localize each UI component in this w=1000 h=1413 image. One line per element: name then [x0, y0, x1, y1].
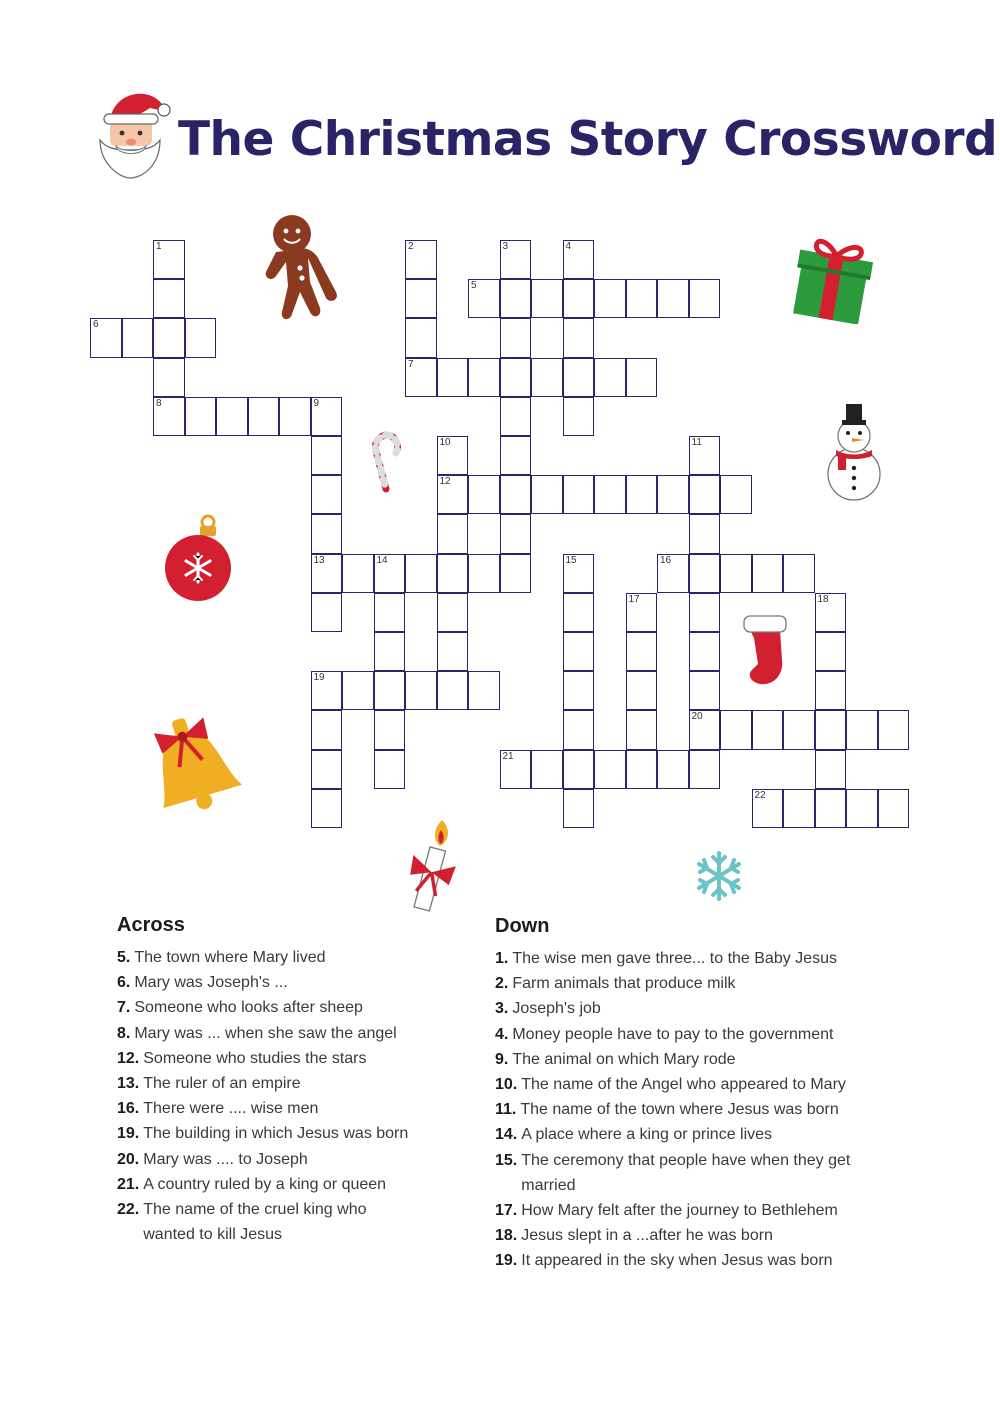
- clue-text: Joseph's job: [512, 1000, 601, 1018]
- crossword-cell[interactable]: [815, 750, 847, 789]
- page-title: The Christmas Story Crossword: [178, 112, 998, 167]
- crossword-cell[interactable]: [437, 436, 469, 475]
- crossword-cell[interactable]: [563, 554, 595, 593]
- crossword-cell[interactable]: [815, 710, 847, 749]
- clue-number: 8.: [117, 1024, 131, 1042]
- clue-number: 13.: [117, 1075, 140, 1093]
- across-heading: Across: [117, 914, 185, 936]
- crossword-cell[interactable]: [689, 436, 721, 475]
- crossword-cell[interactable]: [626, 279, 658, 318]
- clue-down-3: [495, 996, 915, 1021]
- clue-down-17: [495, 1198, 915, 1223]
- crossword-cell[interactable]: [626, 671, 658, 710]
- cell-number: 17: [628, 593, 640, 605]
- crossword-cell[interactable]: [626, 750, 658, 789]
- crossword-cell[interactable]: [185, 318, 217, 357]
- clue-number: 4.: [495, 1025, 509, 1043]
- crossword-cell[interactable]: [689, 632, 721, 671]
- crossword-cell[interactable]: [689, 671, 721, 710]
- crossword-cell[interactable]: [563, 593, 595, 632]
- crossword-cell[interactable]: [468, 554, 500, 593]
- crossword-cell[interactable]: [720, 554, 752, 593]
- crossword-cell[interactable]: [563, 318, 595, 357]
- clue-down-19: [495, 1248, 915, 1273]
- clue-number: 15.: [495, 1151, 518, 1169]
- crossword-cell[interactable]: [752, 710, 784, 749]
- crossword-cell[interactable]: [531, 279, 563, 318]
- crossword-cell[interactable]: [500, 318, 532, 357]
- cell-number: 13: [313, 554, 325, 566]
- cell-number: 2: [408, 241, 414, 252]
- crossword-cell[interactable]: [216, 397, 248, 436]
- crossword-cell[interactable]: [689, 475, 721, 514]
- clue-number: 20.: [117, 1150, 140, 1168]
- clue-down-9: [495, 1047, 915, 1072]
- crossword-cell[interactable]: [720, 475, 752, 514]
- crossword-cell[interactable]: [594, 279, 626, 318]
- crossword-cell[interactable]: [342, 554, 374, 593]
- crossword-cell[interactable]: [248, 397, 280, 436]
- crossword-cell[interactable]: [468, 475, 500, 514]
- clue-across-20: [117, 1147, 467, 1172]
- crossword-cell[interactable]: [468, 279, 500, 318]
- crossword-cell[interactable]: [405, 358, 437, 397]
- clue-text: A place where a king or prince lives: [521, 1126, 773, 1144]
- clue-number: 17.: [495, 1202, 518, 1220]
- clue-number: 1.: [495, 950, 509, 967]
- crossword-cell[interactable]: [437, 358, 469, 397]
- crossword-cell[interactable]: [122, 318, 154, 357]
- crossword-cell[interactable]: [594, 358, 626, 397]
- crossword-cell[interactable]: [153, 240, 185, 279]
- crossword-cell[interactable]: [311, 397, 343, 436]
- crossword-cell[interactable]: [563, 750, 595, 789]
- clue-text: The ruler of an empire: [143, 1075, 301, 1093]
- candy-cane-icon: [364, 425, 406, 493]
- crossword-cell[interactable]: [689, 710, 721, 749]
- clue-number: 21.: [117, 1175, 140, 1193]
- crossword-cell[interactable]: [405, 554, 437, 593]
- clue-down-14: [495, 1122, 915, 1147]
- crossword-cell[interactable]: [374, 593, 406, 632]
- crossword-cell[interactable]: [279, 397, 311, 436]
- crossword-cell[interactable]: [342, 671, 374, 710]
- snowman-icon: [822, 402, 886, 502]
- cell-number: 4: [565, 241, 572, 252]
- crossword-cell[interactable]: [500, 397, 532, 436]
- clue-text: Money people have to pay to the government: [512, 1025, 834, 1043]
- crossword-cell[interactable]: [878, 710, 910, 749]
- clue-number: 10.: [495, 1076, 518, 1094]
- crossword-cell[interactable]: [783, 554, 815, 593]
- cell-number: 3: [502, 241, 509, 252]
- clue-text: Farm animals that produce milk: [512, 975, 736, 993]
- cell-number: 10: [439, 437, 451, 448]
- crossword-cell[interactable]: [311, 789, 343, 828]
- crossword-cell[interactable]: [846, 789, 878, 828]
- candle-icon: [402, 818, 458, 914]
- crossword-cell[interactable]: [815, 632, 847, 671]
- crossword-cell[interactable]: [311, 436, 343, 475]
- crossword-cell[interactable]: [563, 671, 595, 710]
- crossword-cell[interactable]: [689, 554, 721, 593]
- down-clue-list: [495, 946, 915, 1274]
- crossword-cell[interactable]: [500, 358, 532, 397]
- crossword-cell[interactable]: [689, 593, 721, 632]
- clue-number: 22.: [117, 1201, 140, 1219]
- cell-number: 14: [376, 554, 388, 566]
- crossword-cell[interactable]: [563, 475, 595, 514]
- crossword-cell[interactable]: [311, 671, 343, 710]
- cell-number: 8: [156, 397, 162, 409]
- crossword-cell[interactable]: [153, 318, 185, 357]
- cell-number: 9: [313, 397, 320, 409]
- crossword-cell[interactable]: [311, 514, 343, 553]
- crossword-cell[interactable]: [752, 789, 784, 828]
- clue-across-7: [117, 995, 467, 1020]
- across-clue-list: [117, 945, 467, 1247]
- crossword-cell[interactable]: [815, 593, 847, 632]
- cell-number: 21: [502, 750, 514, 762]
- crossword-cell[interactable]: [531, 358, 563, 397]
- crossword-cell[interactable]: [689, 279, 721, 318]
- crossword-cell[interactable]: [185, 397, 217, 436]
- clue-number: 19.: [495, 1252, 518, 1270]
- cell-number: 12: [439, 476, 451, 488]
- crossword-cell[interactable]: [563, 240, 595, 279]
- clue-text: The town where Mary lived: [134, 949, 326, 966]
- crossword-cell[interactable]: [594, 475, 626, 514]
- crossword-cell[interactable]: [626, 593, 658, 632]
- crossword-cell[interactable]: [815, 671, 847, 710]
- crossword-cell[interactable]: [531, 750, 563, 789]
- clue-across-21: [117, 1172, 467, 1197]
- crossword-cell[interactable]: [500, 554, 532, 593]
- gift-icon: [790, 230, 880, 324]
- crossword-cell[interactable]: [468, 358, 500, 397]
- crossword-cell[interactable]: [563, 358, 595, 397]
- crossword-cell[interactable]: [626, 632, 658, 671]
- crossword-cell[interactable]: [437, 554, 469, 593]
- crossword-cell[interactable]: [405, 240, 437, 279]
- crossword-cell[interactable]: [311, 554, 343, 593]
- crossword-cell[interactable]: [626, 710, 658, 749]
- crossword-cell[interactable]: [311, 475, 343, 514]
- clue-down-10: [495, 1072, 915, 1097]
- crossword-cell[interactable]: [783, 789, 815, 828]
- crossword-cell[interactable]: [311, 750, 343, 789]
- crossword-cell[interactable]: [405, 279, 437, 318]
- cell-number: 22: [754, 789, 766, 801]
- clue-across-12: [117, 1046, 467, 1071]
- crossword-cell[interactable]: [531, 475, 563, 514]
- clue-text: Mary was Joseph's ...: [134, 974, 288, 992]
- clue-text: The name of the town where Jesus was born: [520, 1101, 839, 1119]
- clue-number: 3.: [495, 1000, 509, 1018]
- clue-number: 11.: [495, 1101, 517, 1119]
- crossword-cell[interactable]: [594, 750, 626, 789]
- cell-number: 15: [565, 554, 577, 566]
- crossword-cell[interactable]: [689, 514, 721, 553]
- crossword-cell[interactable]: [405, 671, 437, 710]
- crossword-cell[interactable]: [437, 514, 469, 553]
- clue-number: 19.: [117, 1125, 140, 1143]
- ornament-icon: [162, 512, 234, 604]
- crossword-cell[interactable]: [437, 632, 469, 671]
- crossword-cell[interactable]: [500, 436, 532, 475]
- cell-number: 1: [156, 241, 162, 252]
- clue-text: Mary was ... when she saw the angel: [134, 1024, 397, 1042]
- clue-down-1: [495, 946, 915, 971]
- clue-across-5: [117, 945, 467, 970]
- clue-text: The name of the Angel who appeared to Mary: [521, 1076, 846, 1094]
- clue-across-8: [117, 1021, 467, 1046]
- clue-down-11: [495, 1097, 915, 1122]
- clue-number: 18.: [495, 1227, 518, 1245]
- clue-text: The building in which Jesus was born: [143, 1125, 409, 1143]
- clue-text: A country ruled by a king or queen: [143, 1175, 387, 1193]
- clue-text: The name of the cruel king who wanted to kill Jesus: [143, 1201, 367, 1244]
- clue-across-22: [117, 1197, 467, 1247]
- cell-number: 7: [408, 358, 414, 370]
- cell-number: 20: [691, 711, 703, 723]
- gingerbread-man-icon: [262, 212, 346, 322]
- clue-number: 16.: [117, 1100, 140, 1118]
- clue-number: 7.: [117, 999, 131, 1017]
- crossword-cell[interactable]: [500, 475, 532, 514]
- clue-number: 12.: [117, 1049, 140, 1067]
- crossword-cell[interactable]: [374, 710, 406, 749]
- stocking-icon: [740, 612, 796, 688]
- clue-number: 6.: [117, 974, 131, 992]
- crossword-cell[interactable]: [657, 554, 689, 593]
- crossword-cell[interactable]: [374, 671, 406, 710]
- crossword-cell[interactable]: [311, 593, 343, 632]
- crossword-cell[interactable]: [563, 710, 595, 749]
- clue-across-6: [117, 970, 467, 995]
- crossword-cell[interactable]: [405, 318, 437, 357]
- crossword-cell[interactable]: [626, 358, 658, 397]
- clue-number: 2.: [495, 975, 509, 993]
- clue-across-16: [117, 1096, 467, 1121]
- clue-across-13: [117, 1071, 467, 1096]
- crossword-cell[interactable]: [563, 632, 595, 671]
- crossword-cell[interactable]: [563, 789, 595, 828]
- crossword-cell[interactable]: [437, 475, 469, 514]
- cell-number: 6: [93, 319, 99, 331]
- cell-number: 5: [471, 280, 477, 292]
- crossword-cell[interactable]: [468, 671, 500, 710]
- clue-across-19: [117, 1121, 467, 1146]
- crossword-cell[interactable]: [563, 279, 595, 318]
- crossword-cell[interactable]: [153, 358, 185, 397]
- crossword-cell[interactable]: [500, 514, 532, 553]
- cell-number: 18: [817, 593, 829, 605]
- crossword-cell[interactable]: [437, 593, 469, 632]
- crossword-cell[interactable]: [500, 750, 532, 789]
- crossword-cell[interactable]: [752, 554, 784, 593]
- crossword-cell[interactable]: [815, 789, 847, 828]
- cell-number: 16: [660, 554, 672, 566]
- crossword-cell[interactable]: [626, 475, 658, 514]
- snowflake-icon: [694, 850, 744, 902]
- crossword-cell[interactable]: [878, 789, 910, 828]
- bell-icon: [146, 706, 246, 822]
- clue-text: How Mary felt after the journey to Bethlehem: [521, 1202, 838, 1220]
- clue-text: Jesus slept in a ...after he was born: [521, 1227, 773, 1245]
- clue-down-15: [495, 1148, 915, 1198]
- crossword-cell[interactable]: [374, 750, 406, 789]
- crossword-cell[interactable]: [689, 750, 721, 789]
- clue-text: Mary was .... to Joseph: [143, 1150, 308, 1168]
- crossword-cell[interactable]: [311, 710, 343, 749]
- clue-down-18: [495, 1223, 915, 1248]
- clue-down-4: [495, 1022, 915, 1047]
- clue-number: 9.: [495, 1050, 509, 1068]
- clue-text: It appeared in the sky when Jesus was born: [521, 1252, 833, 1270]
- cell-number: 19: [313, 672, 325, 684]
- crossword-cell[interactable]: [500, 240, 532, 279]
- crossword-cell[interactable]: [657, 475, 689, 514]
- crossword-cell[interactable]: [657, 279, 689, 318]
- clue-text: The wise men gave three... to the Baby Jesus: [512, 950, 837, 967]
- crossword-cell[interactable]: [657, 750, 689, 789]
- crossword-cell[interactable]: [720, 710, 752, 749]
- down-heading: Down: [495, 915, 550, 937]
- crossword-cell[interactable]: [153, 397, 185, 436]
- crossword-cell[interactable]: [783, 710, 815, 749]
- crossword-cell[interactable]: [374, 632, 406, 671]
- crossword-cell[interactable]: [437, 671, 469, 710]
- clue-text: The animal on which Mary rode: [512, 1050, 736, 1068]
- clue-text: Someone who studies the stars: [143, 1049, 367, 1067]
- clue-text: The ceremony that people have when they get married: [521, 1151, 851, 1194]
- crossword-cell[interactable]: [846, 710, 878, 749]
- crossword-cell[interactable]: [563, 397, 595, 436]
- cell-number: 11: [691, 437, 702, 448]
- clue-text: Someone who looks after sheep: [134, 999, 363, 1017]
- clue-number: 5.: [117, 949, 131, 966]
- crossword-cell[interactable]: [374, 554, 406, 593]
- clue-text: There were .... wise men: [143, 1100, 319, 1118]
- crossword-cell[interactable]: [153, 279, 185, 318]
- crossword-cell[interactable]: [90, 318, 122, 357]
- clue-number: 14.: [495, 1126, 518, 1144]
- crossword-cell[interactable]: [500, 279, 532, 318]
- clue-down-2: [495, 971, 915, 996]
